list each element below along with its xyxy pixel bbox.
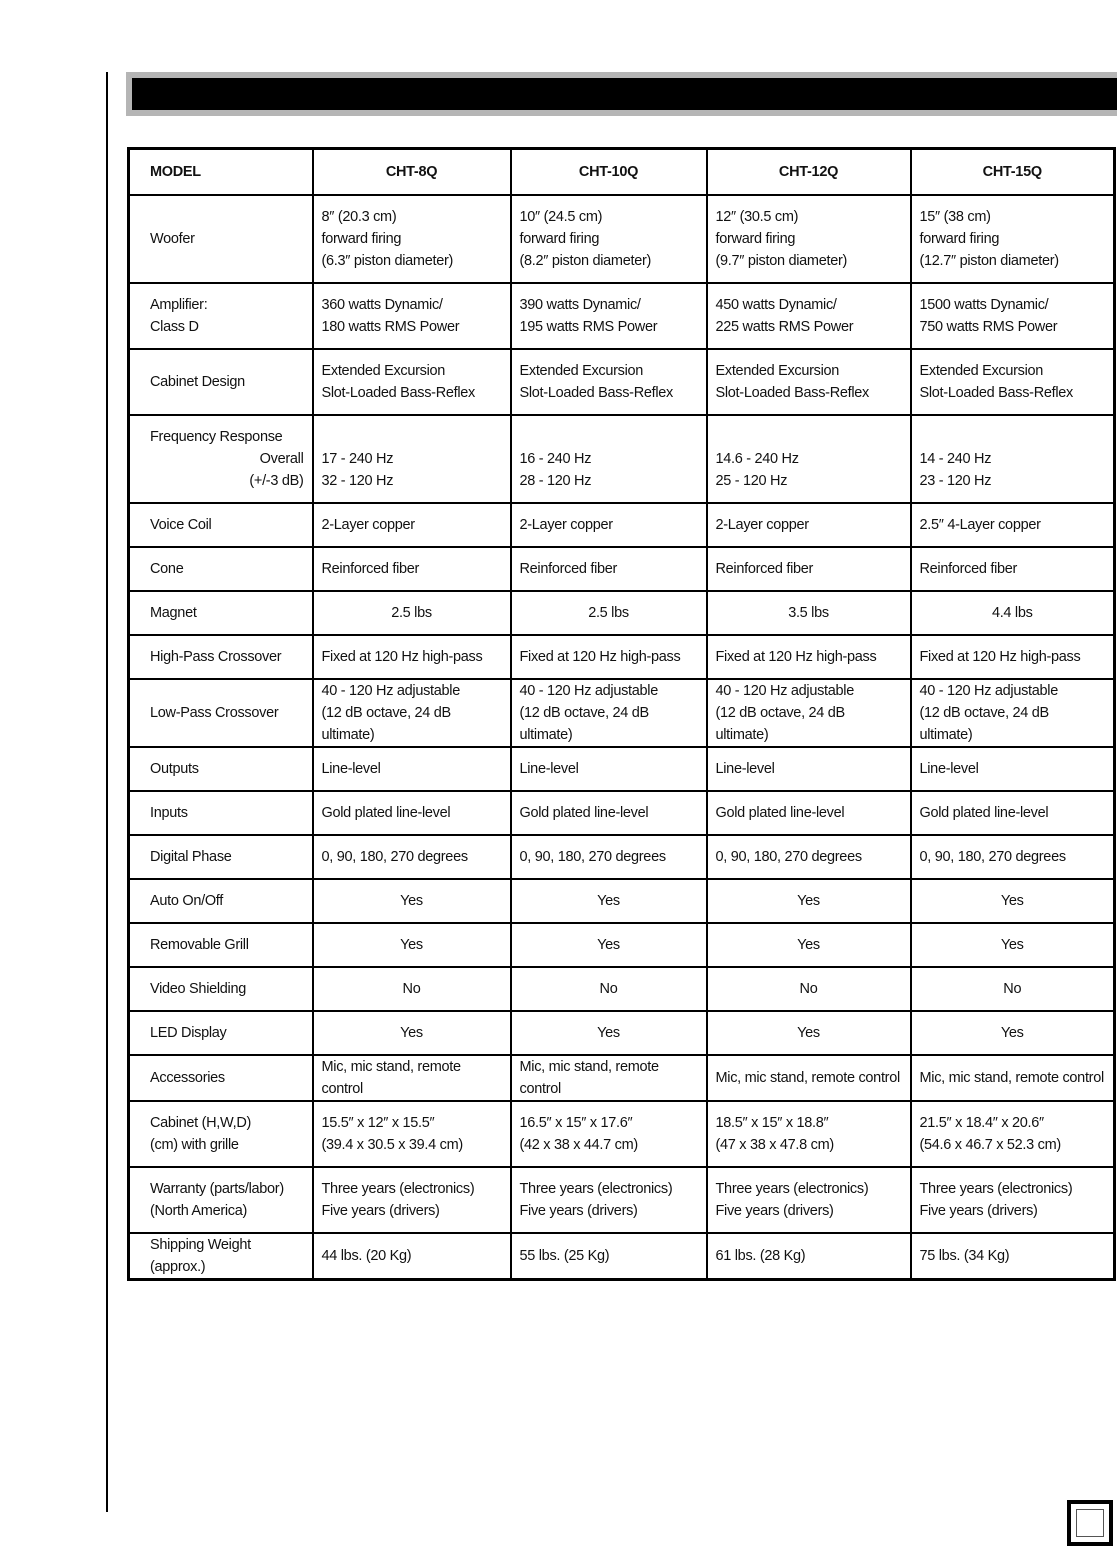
spec-row <box>129 635 1115 679</box>
spec-label: Shipping Weight (approx.) <box>129 1233 313 1280</box>
spec-value: Mic, mic stand, remote control <box>313 1055 511 1101</box>
spec-value: 450 watts Dynamic/ 225 watts RMS Power <box>707 283 911 349</box>
spec-value: Yes <box>511 879 707 923</box>
spec-row <box>129 591 1115 635</box>
spec-sublabel: Overall <box>259 451 304 467</box>
spec-row <box>129 283 1115 349</box>
spec-value: Line-level <box>511 747 707 791</box>
spec-value: Yes <box>707 1011 911 1055</box>
spec-value: Yes <box>707 879 911 923</box>
spec-value: Reinforced fiber <box>707 547 911 591</box>
spec-value: 8″ (20.3 cm) forward firing (6.3″ piston diameter) <box>313 195 511 283</box>
page-number-box <box>1067 1500 1113 1546</box>
spec-value: 16.5″ x 15″ x 17.6″ (42 x 38 x 44.7 cm) <box>511 1101 707 1167</box>
spec-value: 15″ (38 cm) forward firing (12.7″ piston diameter) <box>911 195 1115 283</box>
spec-value: 0, 90, 180, 270 degrees <box>911 835 1115 879</box>
spec-value: 4.4 lbs <box>911 591 1115 635</box>
spec-value: Yes <box>911 923 1115 967</box>
spec-label: Removable Grill <box>129 923 313 967</box>
spec-value: 75 lbs. (34 Kg) <box>911 1233 1115 1280</box>
spec-value: Mic, mic stand, remote control <box>511 1055 707 1101</box>
spec-value: 21.5″ x 18.4″ x 20.6″ (54.6 x 46.7 x 52.3 cm) <box>911 1101 1115 1167</box>
spec-value: Yes <box>313 879 511 923</box>
spec-value: 0, 90, 180, 270 degrees <box>313 835 511 879</box>
spec-row <box>129 835 1115 879</box>
spec-value: Yes <box>511 923 707 967</box>
model-name-cht-12q: CHT-12Q <box>707 149 911 196</box>
left-margin-rule <box>106 72 108 1512</box>
spec-value: 0, 90, 180, 270 degrees <box>707 835 911 879</box>
spec-value: Yes <box>313 1011 511 1055</box>
spec-value: 40 - 120 Hz adjustable (12 dB octave, 24 dB ultimate) <box>911 679 1115 747</box>
spec-row <box>129 791 1115 835</box>
spec-row <box>129 1167 1115 1233</box>
spec-value: Yes <box>313 923 511 967</box>
spec-value: Gold plated line-level <box>911 791 1115 835</box>
spec-value: Reinforced fiber <box>511 547 707 591</box>
model-header: MODEL <box>129 149 313 196</box>
spec-value: 2-Layer copper <box>511 503 707 547</box>
spec-value: 2-Layer copper <box>707 503 911 547</box>
spec-label: Cone <box>129 547 313 591</box>
spec-value: 2-Layer copper <box>313 503 511 547</box>
spec-value: 40 - 120 Hz adjustable (12 dB octave, 24 dB ultimate) <box>313 679 511 747</box>
spec-value: Fixed at 120 Hz high-pass <box>707 635 911 679</box>
spec-value: Line-level <box>313 747 511 791</box>
spec-value: 17 - 240 Hz 32 - 120 Hz <box>313 415 511 503</box>
spec-row <box>129 879 1115 923</box>
spec-value: 44 lbs. (20 Kg) <box>313 1233 511 1280</box>
spec-label: Magnet <box>129 591 313 635</box>
spec-value: 2.5 lbs <box>511 591 707 635</box>
spec-value: Extended Excursion Slot-Loaded Bass-Reflex <box>313 349 511 415</box>
spec-value: 14 - 240 Hz 23 - 120 Hz <box>911 415 1115 503</box>
spec-value: Fixed at 120 Hz high-pass <box>911 635 1115 679</box>
spec-value: 55 lbs. (25 Kg) <box>511 1233 707 1280</box>
spec-row <box>129 1233 1115 1280</box>
spec-value: 18.5″ x 15″ x 18.8″ (47 x 38 x 47.8 cm) <box>707 1101 911 1167</box>
spec-value: Gold plated line-level <box>313 791 511 835</box>
spec-rows <box>129 195 1115 1280</box>
spec-row <box>129 503 1115 547</box>
spec-value: Yes <box>511 1011 707 1055</box>
spec-sublabel: (+/-3 dB) <box>249 473 304 489</box>
spec-label: Voice Coil <box>129 503 313 547</box>
spec-row <box>129 415 1115 503</box>
spec-value: 61 lbs. (28 Kg) <box>707 1233 911 1280</box>
spec-value: 2.5″ 4-Layer copper <box>911 503 1115 547</box>
spec-value: Reinforced fiber <box>313 547 511 591</box>
spec-label: Cabinet (H,W,D) (cm) with grille <box>129 1101 313 1167</box>
spec-label: Digital Phase <box>129 835 313 879</box>
spec-value: Yes <box>707 923 911 967</box>
spec-value: No <box>511 967 707 1011</box>
spec-row <box>129 747 1115 791</box>
header-row <box>129 149 1115 196</box>
spec-value: Line-level <box>911 747 1115 791</box>
section-header-bar <box>126 72 1117 116</box>
spec-label: Woofer <box>129 195 313 283</box>
spec-label <box>129 415 313 503</box>
spec-row <box>129 923 1115 967</box>
spec-value: 14.6 - 240 Hz 25 - 120 Hz <box>707 415 911 503</box>
spec-row <box>129 679 1115 747</box>
model-name-cht-8q: CHT-8Q <box>313 149 511 196</box>
spec-value: No <box>313 967 511 1011</box>
spec-label: Cabinet Design <box>129 349 313 415</box>
spec-label-text: Frequency Response <box>150 429 283 445</box>
spec-value: 360 watts Dynamic/ 180 watts RMS Power <box>313 283 511 349</box>
spec-value: Extended Excursion Slot-Loaded Bass-Reflex <box>511 349 707 415</box>
spec-value: Three years (electronics) Five years (drivers) <box>511 1167 707 1233</box>
spec-row <box>129 349 1115 415</box>
spec-value: No <box>707 967 911 1011</box>
spec-row <box>129 195 1115 283</box>
spec-value: 40 - 120 Hz adjustable (12 dB octave, 24 dB ultimate) <box>511 679 707 747</box>
model-name-cht-15q: CHT-15Q <box>911 149 1115 196</box>
spec-row <box>129 1011 1115 1055</box>
spec-value: 10″ (24.5 cm) forward firing (8.2″ piston diameter) <box>511 195 707 283</box>
spec-label: Video Shielding <box>129 967 313 1011</box>
spec-value: 3.5 lbs <box>707 591 911 635</box>
spec-value: 1500 watts Dynamic/ 750 watts RMS Power <box>911 283 1115 349</box>
spec-value: Reinforced fiber <box>911 547 1115 591</box>
spec-value: Line-level <box>707 747 911 791</box>
spec-value: Three years (electronics) Five years (drivers) <box>911 1167 1115 1233</box>
spec-value: 0, 90, 180, 270 degrees <box>511 835 707 879</box>
spec-value: Extended Excursion Slot-Loaded Bass-Reflex <box>911 349 1115 415</box>
spec-label: Amplifier: Class D <box>129 283 313 349</box>
spec-label: Inputs <box>129 791 313 835</box>
spec-value: 15.5″ x 12″ x 15.5″ (39.4 x 30.5 x 39.4 cm) <box>313 1101 511 1167</box>
spec-row <box>129 967 1115 1011</box>
spec-label: Warranty (parts/labor) (North America) <box>129 1167 313 1233</box>
spec-label: Low-Pass Crossover <box>129 679 313 747</box>
spec-value: Yes <box>911 1011 1115 1055</box>
spec-value: Extended Excursion Slot-Loaded Bass-Reflex <box>707 349 911 415</box>
spec-value: Gold plated line-level <box>707 791 911 835</box>
spec-value: Fixed at 120 Hz high-pass <box>511 635 707 679</box>
spec-row <box>129 547 1115 591</box>
spec-label: LED Display <box>129 1011 313 1055</box>
spec-value: No <box>911 967 1115 1011</box>
spec-value: 2.5 lbs <box>313 591 511 635</box>
spec-value: 40 - 120 Hz adjustable (12 dB octave, 24 dB ultimate) <box>707 679 911 747</box>
spec-value: 390 watts Dynamic/ 195 watts RMS Power <box>511 283 707 349</box>
spec-value: 16 - 240 Hz 28 - 120 Hz <box>511 415 707 503</box>
spec-row <box>129 1101 1115 1167</box>
spec-row <box>129 1055 1115 1101</box>
model-name-cht-10q: CHT-10Q <box>511 149 707 196</box>
specifications-table <box>127 147 1116 1281</box>
spec-value: Fixed at 120 Hz high-pass <box>313 635 511 679</box>
spec-value: 12″ (30.5 cm) forward firing (9.7″ piston diameter) <box>707 195 911 283</box>
spec-value: Yes <box>911 879 1115 923</box>
spec-value: Mic, mic stand, remote control <box>707 1055 911 1101</box>
spec-label: High-Pass Crossover <box>129 635 313 679</box>
spec-label: Outputs <box>129 747 313 791</box>
spec-label: Auto On/Off <box>129 879 313 923</box>
spec-value: Three years (electronics) Five years (drivers) <box>313 1167 511 1233</box>
spec-label: Accessories <box>129 1055 313 1101</box>
spec-value: Mic, mic stand, remote control <box>911 1055 1115 1101</box>
spec-value: Three years (electronics) Five years (drivers) <box>707 1167 911 1233</box>
spec-value: Gold plated line-level <box>511 791 707 835</box>
